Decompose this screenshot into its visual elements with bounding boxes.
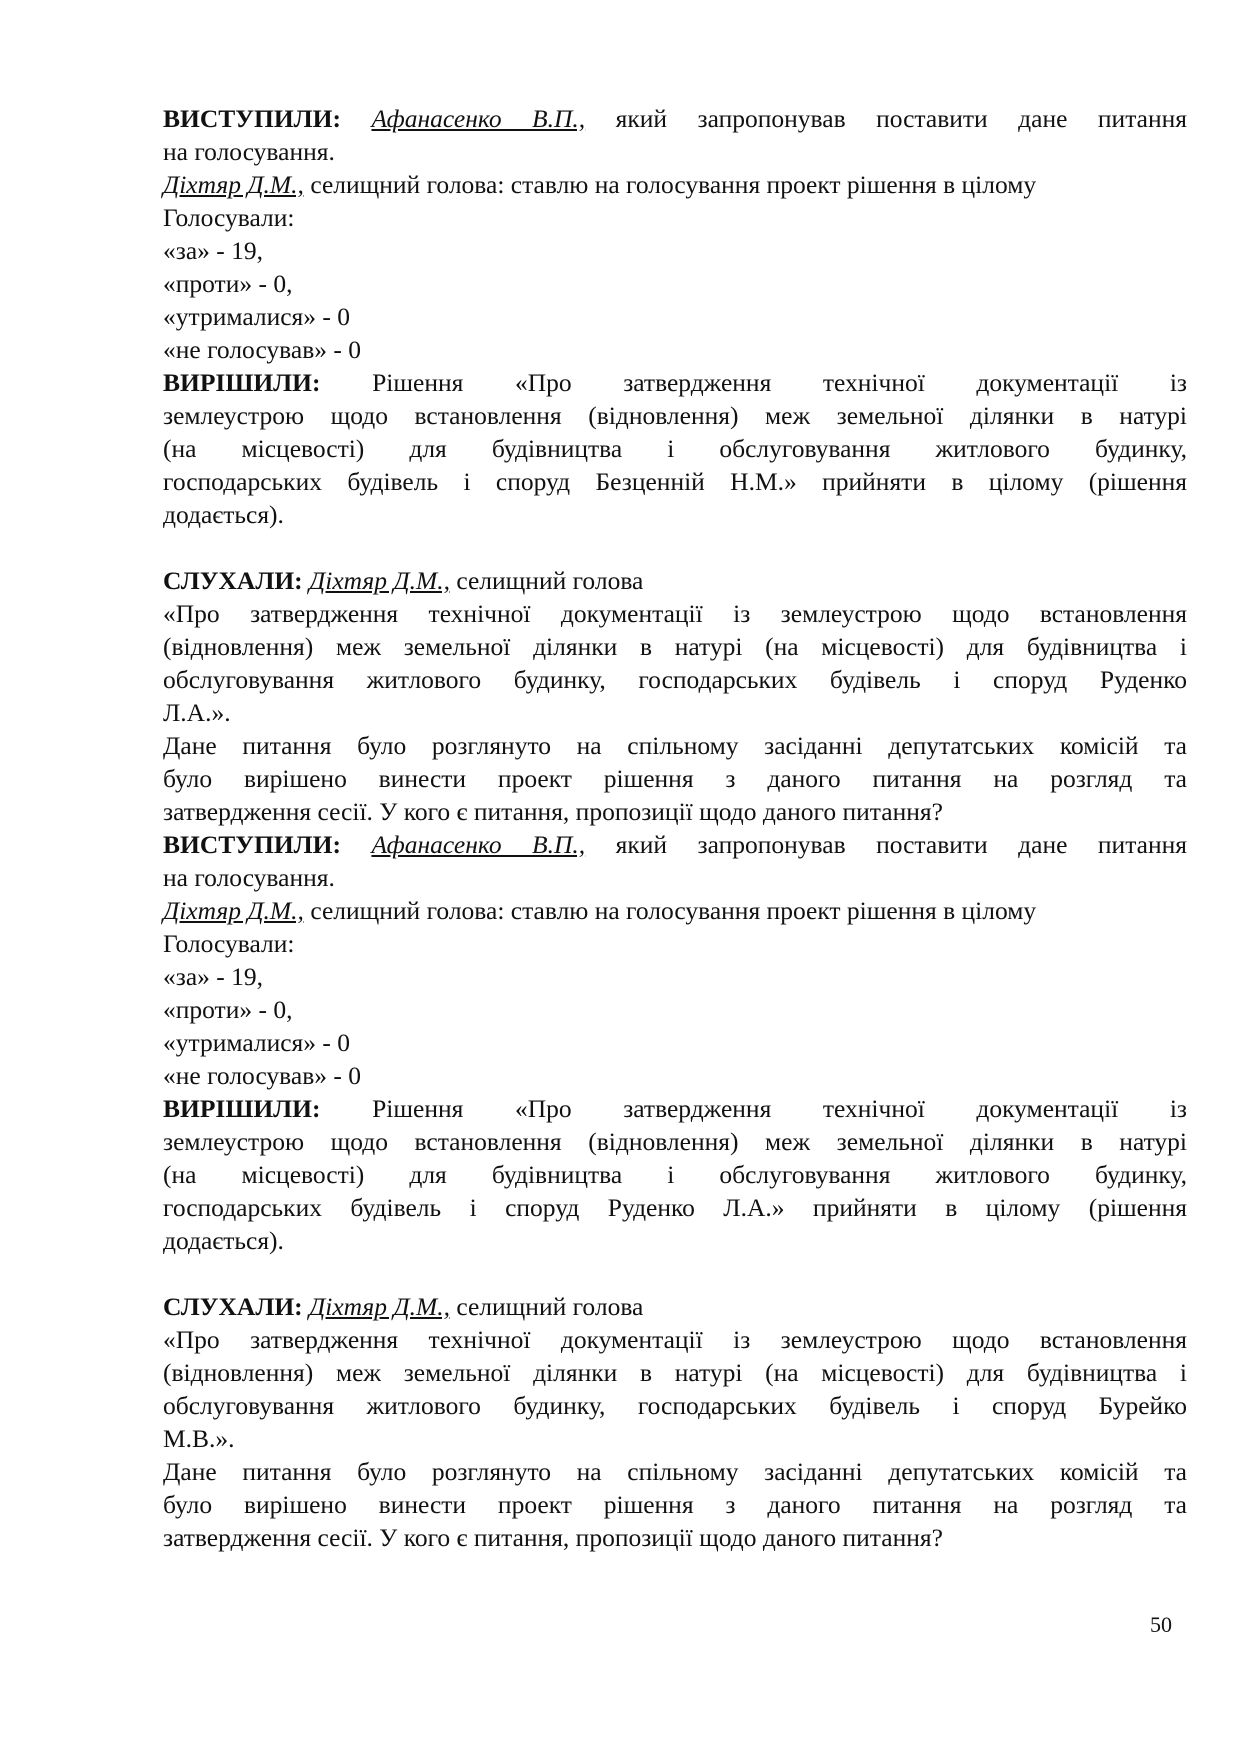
label-vystupyly: ВИСТУПИЛИ: (163, 104, 341, 133)
label-vyrishyly: ВИРІШИЛИ: (163, 1094, 321, 1123)
page-number: 50 (1150, 1612, 1172, 1637)
chair-name: Діхтяр Д.М., (163, 170, 304, 199)
chair-name: Діхтяр Д.М., (309, 1292, 450, 1321)
decision-paragraph-1: ВИРІШИЛИ: Рішення «Про затвердження технічної документації із землеустрою щодо встановлення (відновлення) меж земельної ділянки в натурі (на місцевості) для будівництва і обслуговування житлового будинку, господарських будівель і споруд Безценній Н.М.» прийняти в цілому (рішення додається). (163, 368, 1187, 529)
speaker-name: Афанасенко В.П., (371, 830, 586, 859)
considered-paragraph-3: Дане питання було розглянуто на спільному засіданні депутатських комісій та було вирішено винести проект рішення з даного питання на розгляд та затвердження сесії. У кого є питання, пропозиції щодо даного питання? (163, 1457, 1187, 1552)
decision-paragraph-2: ВИРІШИЛИ: Рішення «Про затвердження технічної документації із землеустрою щодо встановлення (відновлення) меж земельної ділянки в натурі (на місцевості) для будівництва і обслуговування житлового будинку, господарських будівель і споруд Руденко Л.А.» прийняти в цілому (рішення додається). (163, 1094, 1187, 1255)
document-page (163, 102, 1187, 1554)
considered-paragraph-2: Дане питання було розглянуто на спільному засіданні депутатських комісій та було вирішено винести проект рішення з даного питання на розгляд та затвердження сесії. У кого є питання, пропозиції щодо даного питання? (163, 731, 1187, 826)
vote-results-2: Голосували: «за» - 19, «проти» - 0, «утрималися» - 0 «не голосував» - 0 (163, 929, 361, 1090)
heard-paragraph-2: СЛУХАЛИ: Діхтяр Д.М., селищний голова «Про затвердження технічної документації із землеустрою щодо встановлення (відновлення) меж земельної ділянки в натурі (на місцевості) для будівництва і обслуговування житлового будинку, господарських будівель і споруд Руденко Л.А.». (163, 566, 1187, 727)
vote-results-1: Голосували: «за» - 19, «проти» - 0, «утрималися» - 0 «не голосував» - 0 (163, 203, 361, 364)
label-sluhaly: СЛУХАЛИ: (163, 566, 303, 595)
label-vystupyly: ВИСТУПИЛИ: (163, 830, 341, 859)
chair-name: Діхтяр Д.М., (309, 566, 450, 595)
speakers-paragraph-1: ВИСТУПИЛИ: Афанасенко В.П., який запропонував поставити дане питання на голосування. Діхтяр Д.М., селищний голова: ставлю на голосування проект рішення в цілому (163, 104, 1187, 199)
heard-paragraph-3: СЛУХАЛИ: Діхтяр Д.М., селищний голова «Про затвердження технічної документації із землеустрою щодо встановлення (відновлення) меж земельної ділянки в натурі (на місцевості) для будівництва і обслуговування житлового будинку, господарських будівель і споруд Бурейко М.В.». (163, 1292, 1187, 1453)
speakers-paragraph-2: ВИСТУПИЛИ: Афанасенко В.П., який запропонував поставити дане питання на голосування. Діхтяр Д.М., селищний голова: ставлю на голосування проект рішення в цілому (163, 830, 1187, 925)
label-vyrishyly: ВИРІШИЛИ: (163, 368, 321, 397)
label-sluhaly: СЛУХАЛИ: (163, 1292, 303, 1321)
chair-name: Діхтяр Д.М., (163, 896, 304, 925)
speaker-name: Афанасенко В.П., (371, 104, 586, 133)
